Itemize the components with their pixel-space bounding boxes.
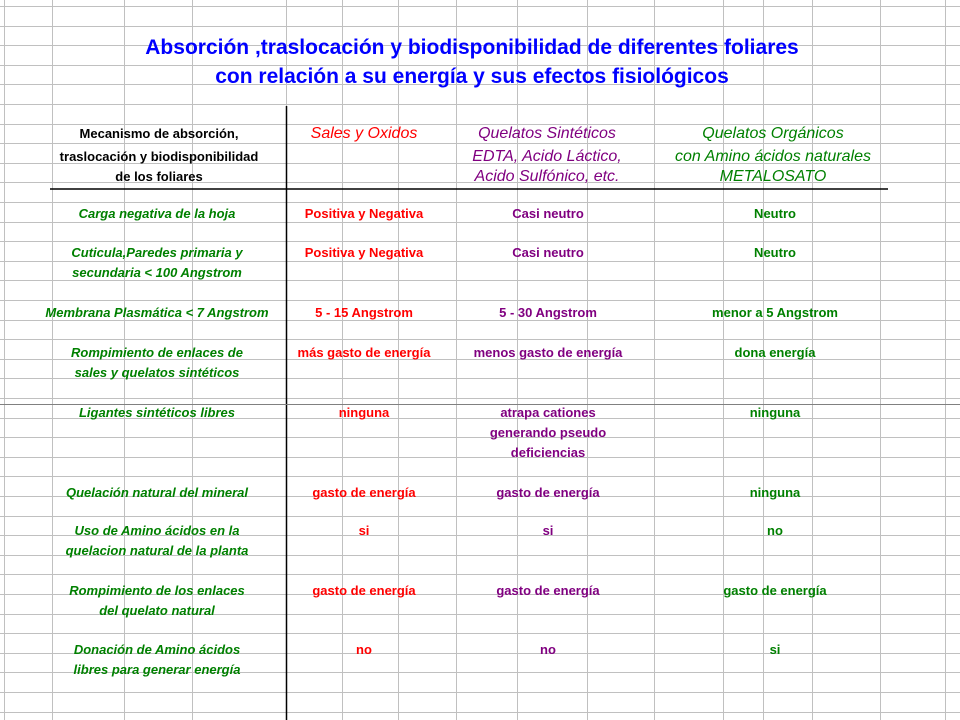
row-label-line: del quelato natural [99,603,215,618]
row-sinteticos-value: gasto de energía [496,583,600,598]
header-sinteticos-line: Acido Sulfónico, etc. [474,168,620,185]
row-label-line: Uso de Amino ácidos en la [74,523,240,538]
row-organicos-value: Neutro [754,206,796,221]
row-sinteticos-value: atrapa cationes [500,405,596,420]
row-sinteticos-value: Casi neutro [512,206,584,221]
header-sinteticos-line: EDTA, Acido Láctico, [472,148,622,165]
header-organicos-line: con Amino ácidos naturales [675,148,871,165]
row-organicos-value: si [769,642,781,657]
row-sinteticos-value: no [540,642,556,657]
row-sales-value: gasto de energía [312,485,416,500]
row-label-line: Ligantes sintéticos libres [78,405,236,420]
row-sinteticos-value: menos gasto de energía [473,345,623,360]
row-label-line: Membrana Plasmática < 7 Angstrom [45,305,269,320]
header-mechanism-line: de los foliares [115,169,203,184]
page-title-line-1: Absorción ,traslocación y biodisponibilidad de diferentes foliares [145,36,799,59]
row-label-line: Donación de Amino ácidos [73,642,241,657]
header-sales-line: Sales y Oxidos [310,125,418,142]
row-organicos-value: dona energía [734,345,816,360]
row-sales-value: Positiva y Negativa [304,245,424,260]
row-sales-value: 5 - 15 Angstrom [315,305,413,320]
row-sales-value: más gasto de energía [297,345,431,360]
header-organicos-line: Quelatos Orgánicos [702,125,844,142]
row-sinteticos-value: gasto de energía [496,485,600,500]
row-label-line: secundaria < 100 Angstrom [72,265,242,280]
header-mechanism-line: traslocación y biodisponibilidad [59,149,259,164]
row-sinteticos-value: generando pseudo [489,425,607,440]
row-organicos-value: no [767,523,783,538]
row-organicos-value: menor a 5 Angstrom [712,305,838,320]
row-label-line: Rompimiento de enlaces de [71,345,243,360]
row-label-line: Quelación natural del mineral [65,485,249,500]
header-organicos-line: METALOSATO [719,168,827,185]
row-sales-value: gasto de energía [312,583,416,598]
row-organicos-value: ninguna [749,485,801,500]
header-mechanism-line: Mecanismo de absorción, [79,126,239,141]
row-organicos-value: ninguna [749,405,801,420]
row-sales-value: no [356,642,372,657]
row-label-line: libres para generar energía [73,662,241,677]
row-sinteticos-value: Casi neutro [512,245,584,260]
page-title-line-2: con relación a su energía y sus efectos fisiológicos [215,65,729,88]
row-sales-value: si [358,523,370,538]
header-sinteticos-line: Quelatos Sintéticos [478,125,616,142]
row-sinteticos-value: si [542,523,554,538]
row-label-line: Rompimiento de los enlaces [69,583,245,598]
row-sinteticos-value: deficiencias [510,445,586,460]
row-sales-value: ninguna [338,405,390,420]
row-organicos-value: Neutro [754,245,796,260]
row-label-line: quelacion natural de la planta [65,543,249,558]
row-label-line: Carga negativa de la hoja [78,206,236,221]
row-sinteticos-value: 5 - 30 Angstrom [499,305,597,320]
row-label-line: sales y quelatos sintéticos [74,365,240,380]
row-sales-value: Positiva y Negativa [304,206,424,221]
row-label-line: Cuticula,Paredes primaria y [71,245,243,260]
row-organicos-value: gasto de energía [723,583,827,598]
